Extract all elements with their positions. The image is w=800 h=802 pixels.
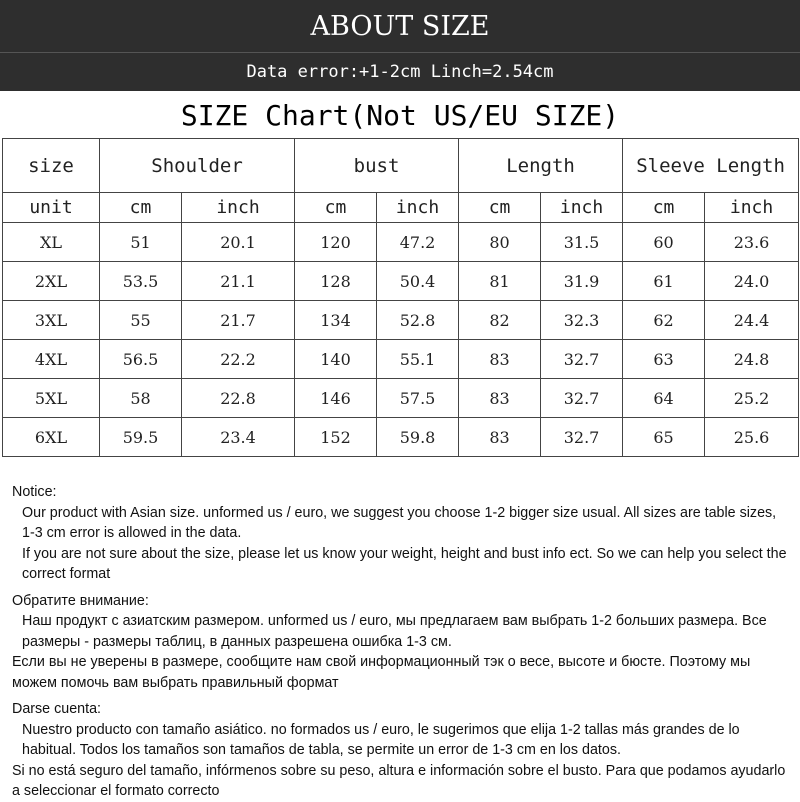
size-header: size bbox=[3, 139, 100, 193]
table-cell: 22.2 bbox=[182, 340, 295, 379]
notice-paragraph: Si no está seguro del tamaño, infórmenos sobre su peso, altura e información sobre el busto. Para que podamos ayudarlo a seleccionar el formato correcto bbox=[12, 762, 786, 799]
table-cell: 55 bbox=[100, 301, 182, 340]
notice-paragraph: Наш продукт с азиатским размером. unformed us / euro, мы предлагаем вам выбрать 1-2 больших размера. Все размеры - размеры таблиц, в данных разрешена ошибка 1-3 см. bbox=[22, 613, 767, 650]
table-cell: 56.5 bbox=[100, 340, 182, 379]
table-cell: 59.5 bbox=[100, 418, 182, 457]
table-cell: 152 bbox=[295, 418, 377, 457]
notice-heading-en: Notice: bbox=[12, 484, 57, 500]
table-cell: 47.2 bbox=[377, 223, 459, 262]
table-cell: 23.4 bbox=[182, 418, 295, 457]
unit-cell: cm bbox=[623, 193, 705, 223]
table-cell: 25.6 bbox=[705, 418, 799, 457]
table-cell: 23.6 bbox=[705, 223, 799, 262]
size-cell: 3XL bbox=[3, 301, 100, 340]
bust-header: bust bbox=[295, 139, 459, 193]
size-cell: 5XL bbox=[3, 379, 100, 418]
table-cell: 63 bbox=[623, 340, 705, 379]
table-cell: 32.7 bbox=[541, 418, 623, 457]
table-cell: 82 bbox=[459, 301, 541, 340]
size-table bbox=[2, 138, 799, 457]
header-title: ABOUT SIZE bbox=[0, 0, 800, 52]
size-cell: 2XL bbox=[3, 262, 100, 301]
shoulder-header: Shoulder bbox=[100, 139, 295, 193]
table-cell: 83 bbox=[459, 418, 541, 457]
table-row bbox=[3, 262, 799, 301]
table-cell: 50.4 bbox=[377, 262, 459, 301]
table-cell: 25.2 bbox=[705, 379, 799, 418]
group-header-row bbox=[3, 139, 799, 193]
unit-cell: cm bbox=[295, 193, 377, 223]
table-cell: 51 bbox=[100, 223, 182, 262]
unit-label: unit bbox=[3, 193, 100, 223]
sleeve-length-header: Sleeve Length bbox=[623, 139, 799, 193]
size-cell: 6XL bbox=[3, 418, 100, 457]
table-cell: 128 bbox=[295, 262, 377, 301]
table-row bbox=[3, 301, 799, 340]
table-cell: 31.9 bbox=[541, 262, 623, 301]
table-cell: 21.7 bbox=[182, 301, 295, 340]
size-cell: XL bbox=[3, 223, 100, 262]
header-subtitle: Data error:+1-2cm Linch=2.54cm bbox=[0, 52, 800, 91]
table-cell: 120 bbox=[295, 223, 377, 262]
table-cell: 65 bbox=[623, 418, 705, 457]
notice-heading-ru: Обратите внимание: bbox=[12, 592, 149, 609]
unit-cell: inch bbox=[182, 193, 295, 223]
notice-paragraph: If you are not sure about the size, please let us know your weight, height and bust info ect. So we can help you select the correct format bbox=[22, 545, 787, 582]
table-cell: 64 bbox=[623, 379, 705, 418]
notice-paragraph: Если вы не уверены в размере, сообщите нам свой информационный тэк о весе, высоте и бюсте. Поэтому мы можем помочь вам выбрать правильный формат bbox=[12, 654, 751, 691]
table-cell: 31.5 bbox=[541, 223, 623, 262]
table-row bbox=[3, 379, 799, 418]
unit-cell: cm bbox=[100, 193, 182, 223]
table-cell: 21.1 bbox=[182, 262, 295, 301]
table-cell: 59.8 bbox=[377, 418, 459, 457]
table-cell: 61 bbox=[623, 262, 705, 301]
table-cell: 24.4 bbox=[705, 301, 799, 340]
table-cell: 58 bbox=[100, 379, 182, 418]
table-row bbox=[3, 340, 799, 379]
table-cell: 24.0 bbox=[705, 262, 799, 301]
chart-title: SIZE Chart(Not US/EU SIZE) bbox=[180, 98, 620, 132]
table-cell: 24.8 bbox=[705, 340, 799, 379]
table-row bbox=[3, 418, 799, 457]
table-cell: 52.8 bbox=[377, 301, 459, 340]
table-cell: 32.7 bbox=[541, 379, 623, 418]
table-cell: 32.7 bbox=[541, 340, 623, 379]
table-cell: 22.8 bbox=[182, 379, 295, 418]
notice-paragraph: Nuestro producto con tamaño asiático. no formados us / euro, le sugerimos que elija 1-2 tallas más grandes de lo habitual. Todos los tamaños son tamaños de tabla, se permite un error de 1-3 cm en los datos. bbox=[22, 721, 740, 758]
unit-cell: inch bbox=[377, 193, 459, 223]
table-cell: 53.5 bbox=[100, 262, 182, 301]
table-cell: 80 bbox=[459, 223, 541, 262]
table-cell: 32.3 bbox=[541, 301, 623, 340]
table-cell: 83 bbox=[459, 340, 541, 379]
unit-header-row bbox=[3, 193, 799, 223]
table-cell: 83 bbox=[459, 379, 541, 418]
unit-cell: inch bbox=[541, 193, 623, 223]
notice-paragraph: Our product with Asian size. unformed us / euro, we suggest you choose 1-2 bigger size usual. All sizes are table sizes, 1-3 cm error is allowed in the data. bbox=[22, 504, 777, 541]
notes-section bbox=[12, 482, 792, 802]
table-cell: 146 bbox=[295, 379, 377, 418]
length-header: Length bbox=[459, 139, 623, 193]
table-cell: 134 bbox=[295, 301, 377, 340]
unit-cell: inch bbox=[705, 193, 799, 223]
table-cell: 62 bbox=[623, 301, 705, 340]
notice-heading-es: Darse cuenta: bbox=[12, 701, 102, 717]
table-cell: 60 bbox=[623, 223, 705, 262]
unit-cell: cm bbox=[459, 193, 541, 223]
table-cell: 81 bbox=[459, 262, 541, 301]
table-cell: 140 bbox=[295, 340, 377, 379]
table-row bbox=[3, 223, 799, 262]
table-cell: 20.1 bbox=[182, 223, 295, 262]
size-cell: 4XL bbox=[3, 340, 100, 379]
table-cell: 55.1 bbox=[377, 340, 459, 379]
table-cell: 57.5 bbox=[377, 379, 459, 418]
